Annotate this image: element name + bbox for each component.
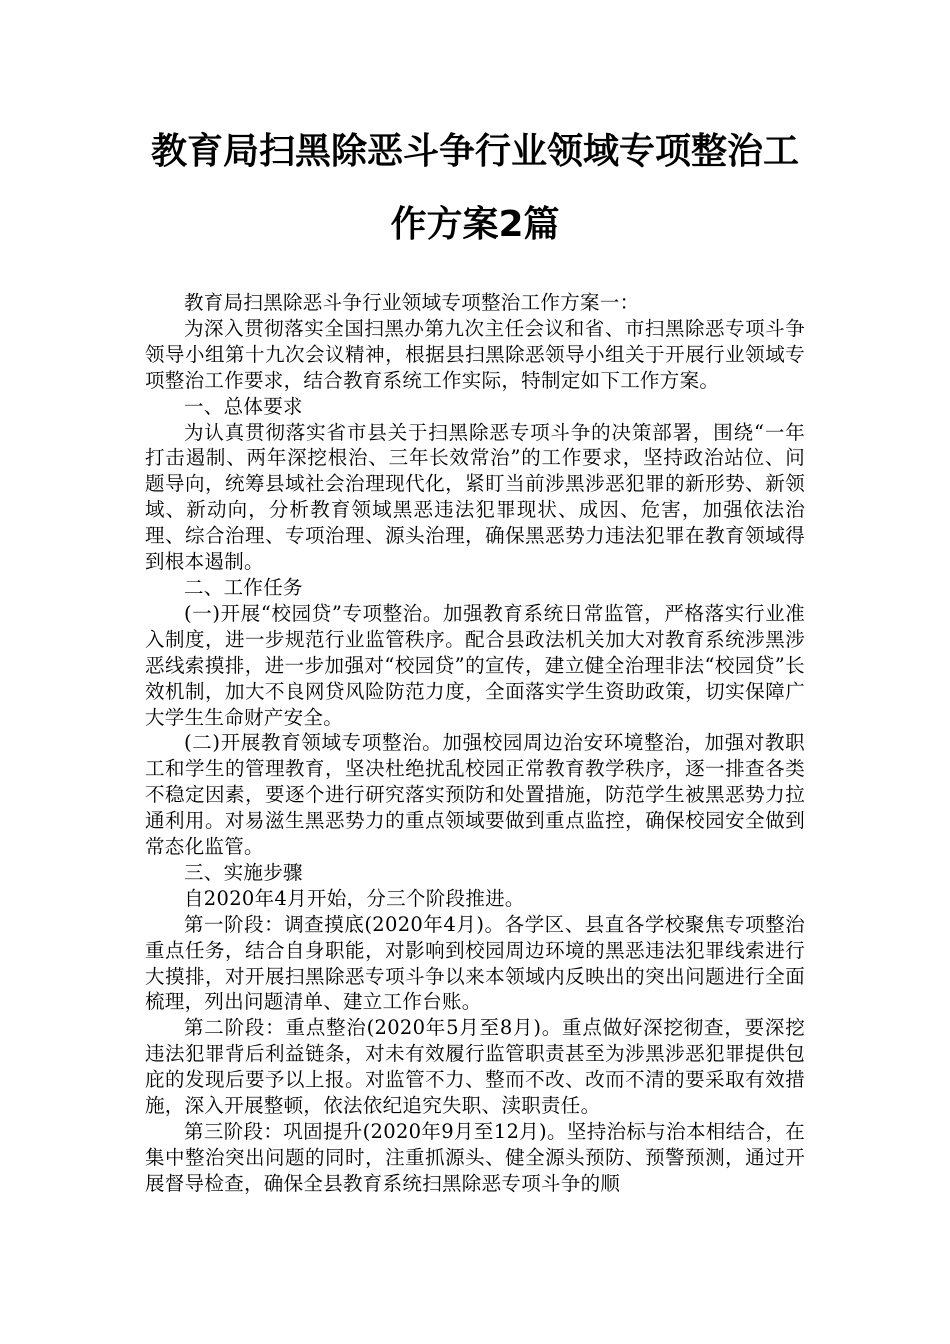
document-title-line-1: 教育局扫黑除恶斗争行业领域专项整治工: [150, 131, 799, 172]
paragraph-task-2: (二)开展教育领域专项整治。加强校园周边治安环境整治，加强对教职工和学生的管理教育，坚决杜绝扰乱校园正常教育教学秩序，逐一排查各类不稳定因素，要逐个进行研究落实预防和处置措施，防范学生被黑恶势力拉通利用。对易滋生黑恶势力的重点领域要做到重点监控，确保校园安全做到常态化监管。: [145, 731, 805, 859]
section-heading-general-requirements: 一、总体要求: [184, 394, 303, 418]
paragraph-purpose: 为深入贯彻落实全国扫黑办第九次主任会议和省、市扫黑除恶专项斗争领导小组第十九次会议精神，根据县扫黑除恶领导小组关于开展行业领域专项整治工作要求，结合教育系统工作实际，特制定如下工作方案。: [145, 316, 805, 392]
document-title-line-2: 作方案2篇: [390, 204, 560, 245]
document-body: [145, 290, 805, 1197]
paragraph-phase-1: 第一阶段：调查摸底(2020年4月)。各学区、县直各学校聚焦专项整治重点任务，结合自身职能，对影响到校园周边环境的黑恶违法犯罪线索进行大摸排，对开展扫黑除恶专项斗争以来本领域内反映出的突出问题进行全面梳理，列出问题清单、建立工作台账。: [145, 912, 805, 1014]
paragraph-phase-3: 第三阶段：巩固提升(2020年9月至12月)。坚持治标与治本相结合，在集中整治突出问题的同时，注重抓源头、健全源头预防、预警预测，通过开展督导检查，确保全县教育系统扫黑除恶专项斗争的顺: [145, 1120, 805, 1195]
paragraph-general-requirements: 为认真贯彻落实省市县关于扫黑除恶专项斗争的决策部署，围绕“一年打击遏制、两年深挖根治、三年长效常治”的工作要求，坚持政治站位、问题导向，统筹县域社会治理现代化，紧盯当前涉黑涉恶犯罪的新形势、新领域、新动向，分析教育领域黑恶违法犯罪现状、成因、危害，加强依法治理、综合治理、专项治理、源头治理，确保黑恶势力违法犯罪在教育领域得到根本遏制。: [145, 420, 805, 574]
section-heading-work-tasks: 二、工作任务: [184, 575, 303, 599]
paragraph-phase-2: 第二阶段：重点整治(2020年5月至8月)。重点做好深挖彻查，要深挖违法犯罪背后利益链条，对未有效履行监管职责甚至为涉黑涉恶犯罪提供包庇的发现后要予以上报。对监管不力、整而不改、改而不清的要采取有效措施，深入开展整顿，依法依纪追究失职、渎职责任。: [145, 1016, 805, 1118]
paragraph-intro: 教育局扫黑除恶斗争行业领域专项整治工作方案一：: [184, 291, 640, 314]
section-heading-implementation-steps: 三、实施步骤: [184, 860, 303, 884]
paragraph-schedule: 自2020年4月开始，分三个阶段推进。: [184, 886, 525, 910]
paragraph-task-1: (一)开展“校园贷”专项整治。加强教育系统日常监管，严格落实行业准入制度，进一步规范行业监管秩序。配合县政法机关加大对教育系统涉黑涉恶线索摸排，进一步加强对“校园贷”的宣传，建立健全治理非法“校园贷”长效机制，加大不良网贷风险防范力度，全面落实学生资助政策，切实保障广大学生生命财产安全。: [145, 601, 805, 729]
